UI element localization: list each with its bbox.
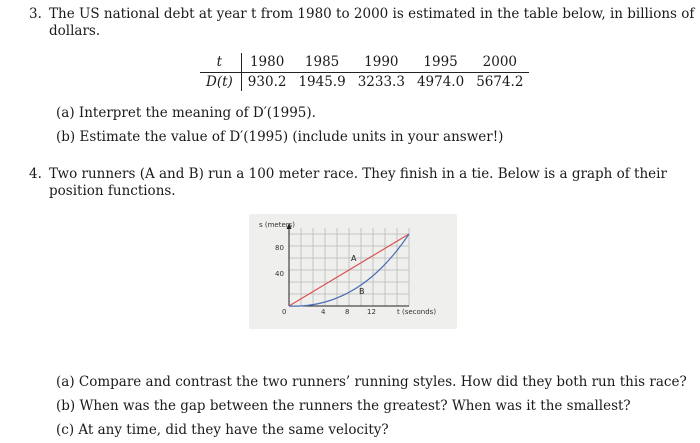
- problem-4-part-a: (a) Compare and contrast the two runners’ running styles. How did they both run this race?: [56, 374, 687, 390]
- position-graph: [249, 214, 457, 329]
- x-tick-12: 12: [367, 308, 376, 316]
- y-tick-40: 40: [275, 270, 284, 278]
- problem-4-part-b: (b) When was the gap between the runners the greatest? When was it the smallest?: [56, 398, 631, 414]
- problem-4-number: 4.: [29, 166, 42, 182]
- position-graph-svg: [249, 214, 457, 329]
- problem-3-part-b: (b) Estimate the value of D′(1995) (include units in your answer!): [56, 129, 504, 145]
- x-axis-label: t (seconds): [397, 308, 437, 316]
- table-year: 1985: [292, 53, 351, 73]
- table-row-years: [200, 53, 529, 73]
- table-row-debt: [200, 73, 529, 92]
- debt-table: [200, 53, 529, 91]
- table-value: 5674.2: [476, 74, 524, 90]
- y-axis-label: s (meters): [259, 221, 296, 229]
- x-tick-0: 0: [282, 308, 287, 316]
- table-label-t: t: [200, 53, 241, 73]
- problem-3-part-a: (a) Interpret the meaning of D′(1995).: [56, 105, 316, 121]
- table-value: 3233.3: [357, 74, 405, 90]
- problem-4-text-line-2: position functions.: [49, 183, 176, 199]
- x-tick-4: 4: [321, 308, 326, 316]
- table-value: 930.2: [247, 74, 287, 90]
- table-year: 1995: [411, 53, 470, 73]
- problem-4-text-line-1: Two runners (A and B) run a 100 meter race. They finish in a tie. Below is a graph of their: [49, 166, 667, 182]
- table-value: 4974.0: [416, 74, 465, 90]
- problem-3-text-line-1: The US national debt at year t from 1980 to 2000 is estimated in the table below, in billions of: [49, 6, 695, 22]
- problem-3-number: 3.: [29, 6, 42, 22]
- problem-4-part-c: (c) At any time, did they have the same velocity?: [56, 422, 389, 438]
- problem-3-text-line-2: dollars.: [49, 23, 101, 39]
- curve-label-b: B: [359, 287, 365, 296]
- x-tick-8: 8: [345, 308, 350, 316]
- curve-label-a: A: [351, 254, 357, 263]
- table-label-d: D(t): [200, 73, 241, 92]
- table-year: 2000: [470, 53, 529, 73]
- table-value: 1945.9: [298, 74, 346, 90]
- y-tick-80: 80: [275, 244, 284, 252]
- table-year: 1990: [352, 53, 411, 73]
- graph-grid: [289, 228, 409, 306]
- table-year: 1980: [241, 53, 292, 73]
